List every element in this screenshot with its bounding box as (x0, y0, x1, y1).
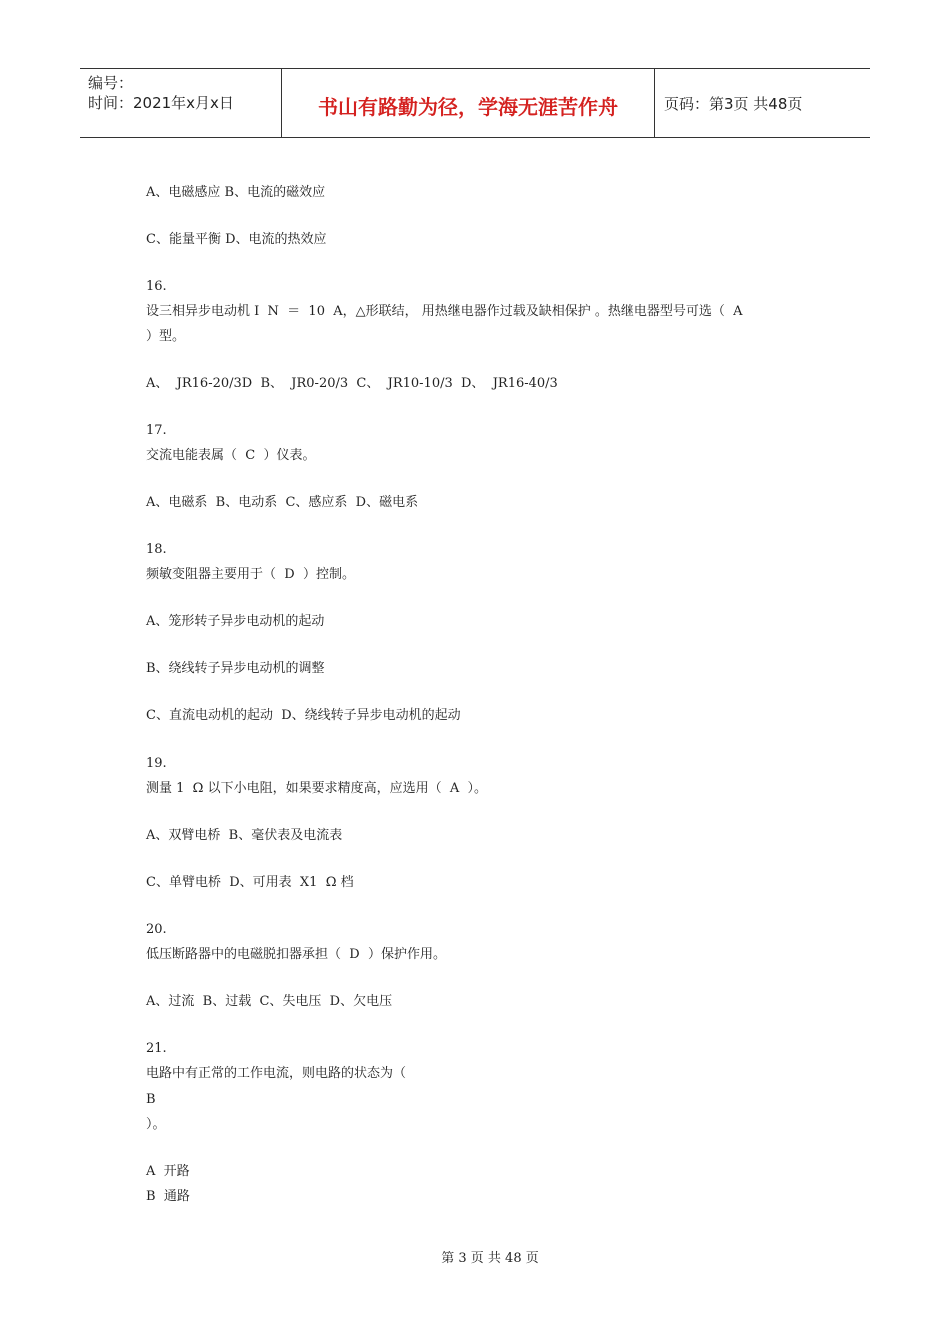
answer-value: B (146, 1092, 156, 1107)
answer-options: B 通路 (146, 1189, 190, 1204)
answer-options: C、直流电动机的起动 D、绕线转子异步电动机的起动 (146, 708, 461, 723)
question-number: 19. (146, 756, 167, 771)
question-text: 电路中有正常的工作电流，则电路的状态为（ (146, 1066, 407, 1081)
answer-options: A、笼形转子异步电动机的起动 (146, 614, 325, 629)
page-header (80, 68, 870, 138)
question-text: 低压断路器中的电磁脱扣器承担（ D ）保护作用。 (146, 947, 446, 962)
text-line: C、能量平衡 D、电流的热效应 (146, 232, 327, 247)
answer-options: A、 JR16-20/3D B、 JR0-20/3 C、 JR10-10/3 D、 JR16-40/3 (146, 376, 558, 391)
answer-options: A、过流 B、过载 C、失电压 D、欠电压 (146, 994, 393, 1009)
answer-options: A、双臂电桥 B、毫伏表及电流表 (146, 828, 343, 843)
motto-text: 书山有路勤为径，学海无涯苦作舟 (318, 94, 618, 119)
number-label: 编号： (88, 74, 134, 92)
header-motto-cell (282, 69, 655, 137)
question-text: 设三相异步电动机 I N ＝ 10 A，△形联结， 用热继电器作过载及缺相保护 。热继电器型号可选（ A (146, 304, 743, 319)
question-text: 频敏变阻器主要用于（ D ）控制。 (146, 567, 355, 582)
footer-page-number: 第 3 页 共 48 页 (441, 1251, 539, 1266)
answer-options: A、电磁系 B、电动系 C、感应系 D、磁电系 (146, 495, 419, 510)
header-page-cell (655, 69, 870, 137)
question-number: 21. (146, 1041, 167, 1056)
header-info-cell (80, 69, 282, 137)
page-footer (0, 1247, 950, 1266)
question-number: 18. (146, 542, 167, 557)
question-text: 测量 1 Ω 以下小电阻，如果要求精度高，应选用（ A ）。 (146, 781, 487, 796)
question-text: ）。 (146, 1117, 166, 1132)
question-text: 交流电能表属（ C ）仪表。 (146, 448, 316, 463)
answer-options: C、单臂电桥 D、可用表 X1 Ω 档 (146, 875, 354, 890)
text-line: A、电磁感应 B、电流的磁效应 (146, 185, 326, 200)
question-number: 20. (146, 922, 167, 937)
answer-options: A 开路 (146, 1164, 190, 1179)
question-number: 16. (146, 279, 167, 294)
page-code: 页码：第3页 共48页 (664, 94, 803, 113)
question-text: ）型。 (146, 329, 186, 344)
answer-options: B、绕线转子异步电动机的调整 (146, 661, 325, 676)
time-label: 时间：2021年x月x日 (88, 94, 234, 112)
question-number: 17. (146, 423, 167, 438)
